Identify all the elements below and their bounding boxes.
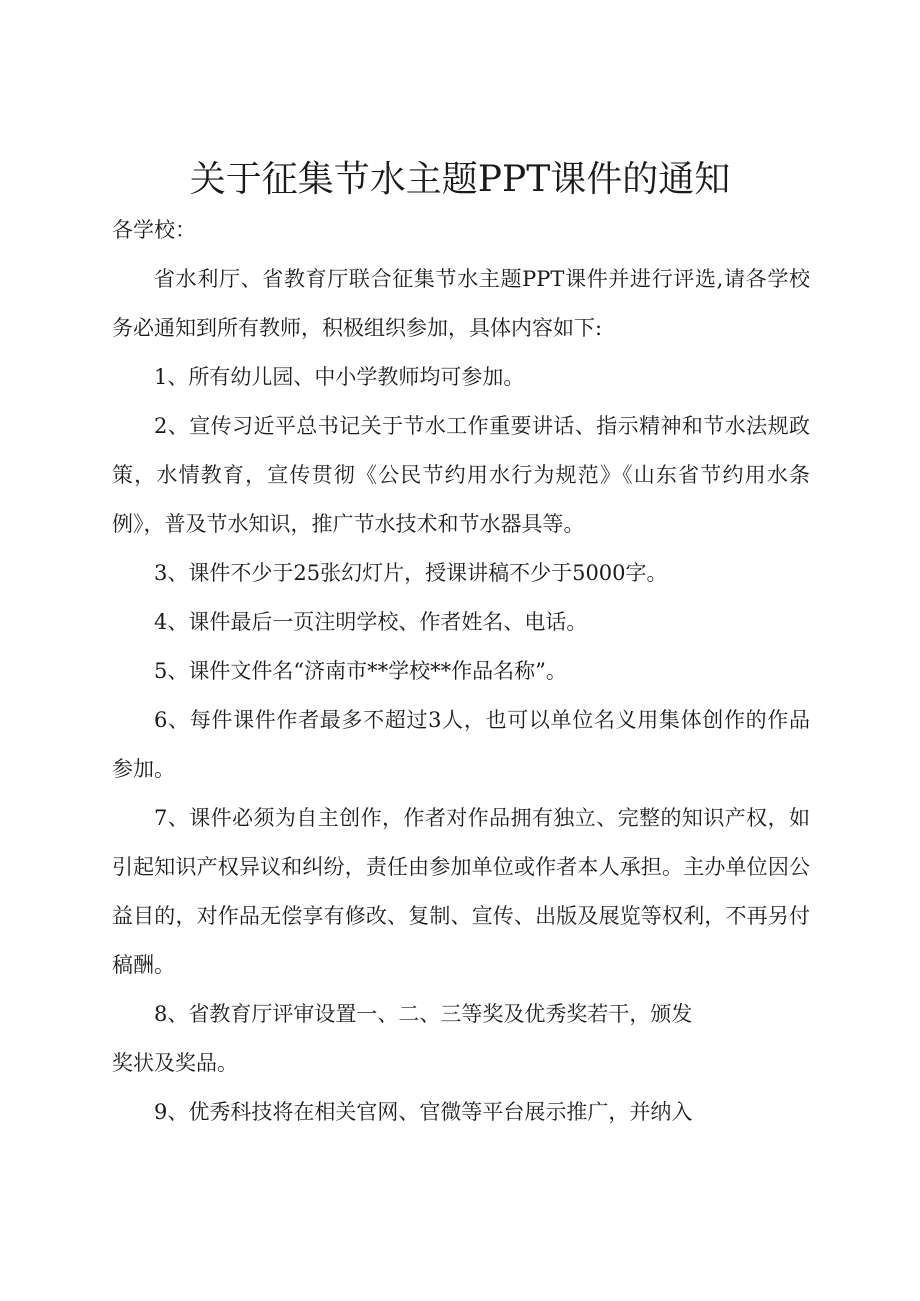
intro-paragraph: 省水利厅、省教育厅联合征集节水主题PPT课件并进行评选,请各学校务必通知到所有教师，积极组织参加，具体内容如下:: [112, 267, 810, 340]
item-2: 2、宣传习近平总书记关于节水工作重要讲话、指示精神和节水法规政策，水情教育，宣传贯彻《公民节约用水行为规范》《山东省节约用水条例》，普及节水知识，推广节水技术和节水器具等。: [112, 414, 810, 536]
document-body: [112, 206, 810, 1137]
item-7: 7、课件必须为自主创作，作者对作品拥有独立、完整的知识产权，如引起知识产权异议和纠纷，责任由参加单位或作者本人承担。主办单位因公益目的，对作品无偿享有修改、复制、宣传、出版及展览等权利，不再另付稿酬。: [112, 806, 810, 977]
item-9: 9、优秀科技将在相关官网、官微等平台展示推广，并纳入: [154, 1100, 693, 1124]
document-title: 关于征集节水主题PPT课件的通知: [189, 159, 731, 200]
item-8-line-1: 8、省教育厅评审设置一、二、三等奖及优秀奖若干，颁发: [154, 1002, 693, 1026]
item-4: 4、课件最后一页注明学校、作者姓名、电话。: [154, 610, 588, 634]
salutation: 各学校：: [112, 218, 196, 242]
item-3: 3、课件不少于25张幻灯片，授课讲稿不少于5000字。: [154, 561, 668, 585]
item-1: 1、所有幼儿园、中小学教师均可参加。: [154, 365, 525, 389]
item-8-line-2: 奖状及奖品。: [112, 1051, 238, 1075]
item-6: 6、每件课件作者最多不超过3人，也可以单位名义用集体创作的作品参加。: [112, 708, 810, 781]
item-5: 5、课件文件名“济南市**学校**作品名称”。: [154, 659, 567, 683]
